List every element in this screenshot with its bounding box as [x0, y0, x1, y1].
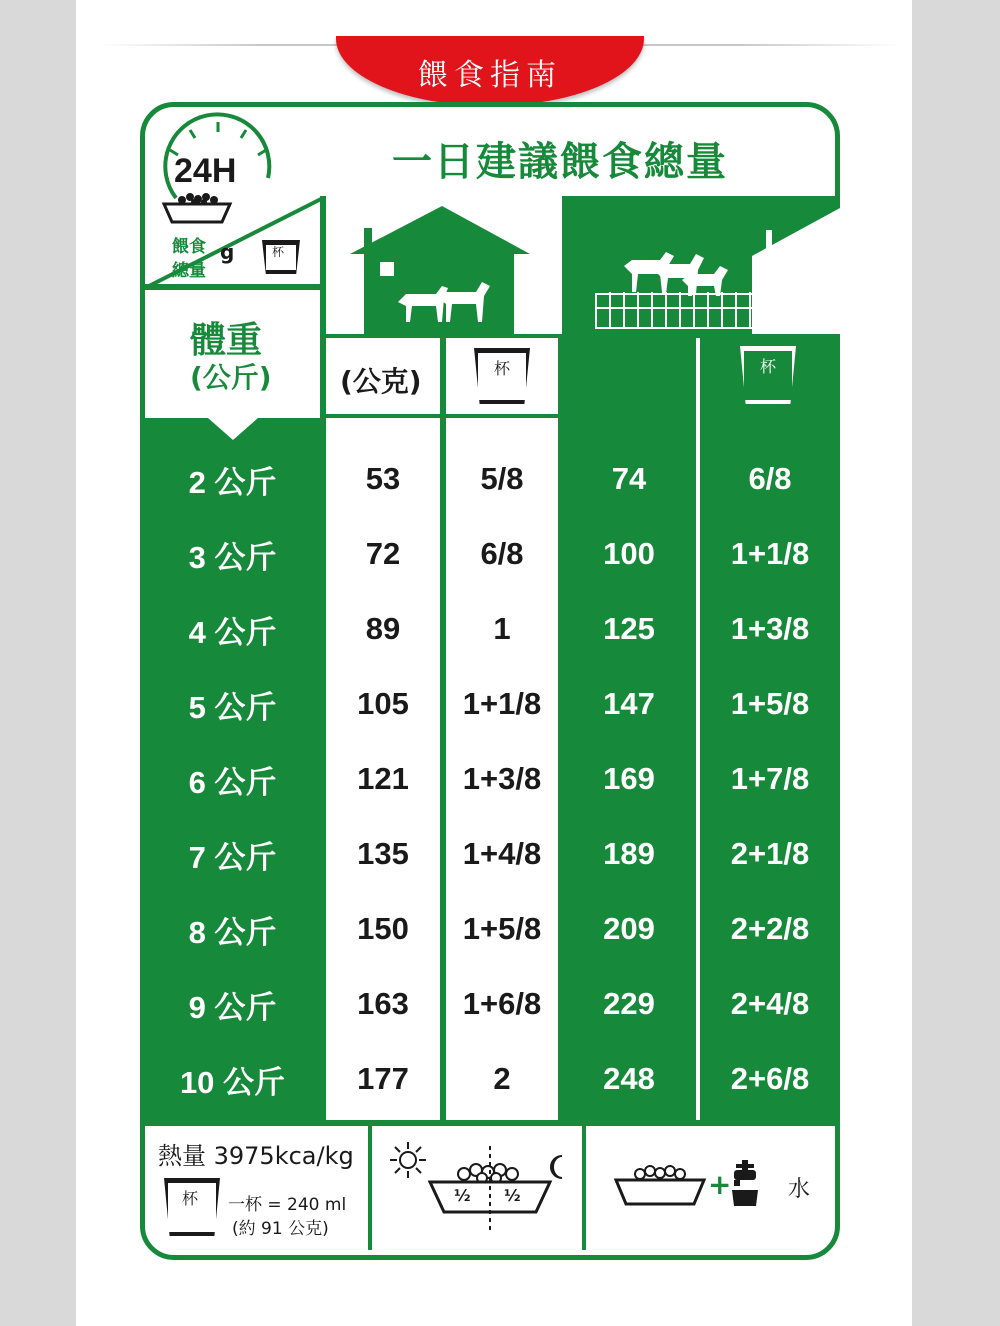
indoor-gram-header: (公克) — [340, 365, 422, 398]
weight-cell: 10 公斤 — [179, 1064, 286, 1100]
indoor-gram-cell: 121 — [357, 761, 409, 796]
weight-cell: 5 公斤 — [188, 689, 277, 725]
weight-cell: 8 公斤 — [188, 914, 277, 950]
indoor-cup-cell: 6/8 — [480, 536, 524, 571]
footer-divider-1 — [368, 1126, 372, 1250]
cup-glyph: 杯 — [272, 245, 285, 259]
outdoor-cup-cell: 2+1/8 — [730, 836, 810, 871]
indoor-cup-cell: 1+4/8 — [462, 836, 542, 871]
outdoor-gram-cell: 209 — [603, 911, 655, 946]
weight-cell: 4 公斤 — [188, 614, 277, 650]
outdoor-cup-cell: 1+7/8 — [730, 761, 810, 796]
outdoor-cup-cell: 1+1/8 — [730, 536, 810, 571]
indoor-cup-cell: 1+1/8 — [462, 686, 542, 721]
outdoor-cup-glyph: 杯 — [760, 357, 777, 376]
half-bowl-icon — [420, 1160, 560, 1220]
water-tap-icon — [728, 1158, 768, 1208]
outdoor-gram-cell: 229 — [603, 986, 655, 1021]
outdoor-gram-cell: 74 — [611, 461, 647, 496]
clock-label: 24H — [174, 152, 237, 190]
footer-divider-2 — [582, 1126, 586, 1250]
weight-cell: 2 公斤 — [188, 464, 277, 500]
outdoor-gram-cell: 100 — [603, 536, 655, 571]
outdoor-cup-cell: 1+3/8 — [730, 611, 810, 646]
water-label: 水 — [788, 1177, 811, 1202]
indoor-gram-cell: 150 — [357, 911, 409, 946]
outdoor-cup-cell: 2+4/8 — [730, 986, 810, 1021]
outdoor-gram-cell: 125 — [603, 611, 655, 646]
banner-title: 餵食指南 — [418, 58, 562, 93]
weight-cell: 6 公斤 — [188, 764, 277, 800]
half-right-label: ½ — [504, 1186, 521, 1205]
half-left-label: ½ — [454, 1186, 471, 1205]
weight-header: 體重 — [190, 320, 263, 361]
indoor-gram-cell: 89 — [365, 611, 401, 646]
indoor-gram-cell: 177 — [357, 1061, 409, 1096]
indoor-cup-cell: 1+5/8 — [462, 911, 542, 946]
outdoor-dogs-icon — [562, 200, 840, 334]
indoor-gram-cell: 135 — [357, 836, 409, 871]
outdoor-cup-cell: 1+5/8 — [730, 686, 810, 721]
moon-icon — [546, 1154, 568, 1180]
footer-cup-glyph: 杯 — [182, 1189, 199, 1208]
daily-total-label-2: 總量 — [172, 261, 206, 281]
gram-unit: g — [220, 240, 235, 264]
outdoor-cup-cell: 2+6/8 — [730, 1061, 810, 1096]
energy-label: 熱量 3975kca/kg — [158, 1142, 354, 1170]
cup-volume: 一杯 = 240 ml — [228, 1195, 347, 1215]
weight-cell: 3 公斤 — [188, 539, 277, 575]
cup-weight: (約 91 公克) — [232, 1219, 329, 1239]
outdoor-gram-cell: 169 — [603, 761, 655, 796]
footer-top-border — [145, 1120, 840, 1126]
weight-column-notch — [208, 418, 258, 440]
outdoor-cup-cell: 2+2/8 — [730, 911, 810, 946]
daily-total-label-1: 餵食 — [172, 237, 206, 257]
indoor-cup-glyph: 杯 — [494, 359, 511, 378]
indoor-gram-cell: 163 — [357, 986, 409, 1021]
plus-sign: + — [708, 1168, 732, 1201]
outdoor-gram-cell: 189 — [603, 836, 655, 871]
indoor-gram-cell: 72 — [365, 536, 401, 571]
outdoor-cup-cell: 6/8 — [748, 461, 792, 496]
wet-food-bowl-icon — [610, 1162, 710, 1208]
indoor-house-dogs-icon — [350, 206, 530, 334]
indoor-cup-cell: 1+3/8 — [462, 761, 542, 796]
outdoor-gram-cell: 248 — [603, 1061, 655, 1096]
indoor-gram-cell: 105 — [357, 686, 409, 721]
weight-cell: 9 公斤 — [188, 989, 277, 1025]
outdoor-gram-cell: 147 — [603, 686, 655, 721]
weight-unit-header: (公斤) — [190, 361, 272, 394]
indoor-gram-cell: 53 — [365, 461, 401, 496]
indoor-cup-cell: 5/8 — [480, 461, 524, 496]
indoor-cup-cell: 1+6/8 — [462, 986, 542, 1021]
weight-cell: 7 公斤 — [188, 839, 277, 875]
indoor-cup-cell: 1 — [493, 611, 511, 646]
indoor-cup-cell: 2 — [493, 1061, 511, 1096]
page-title: 一日建議餵食總量 — [392, 139, 728, 185]
